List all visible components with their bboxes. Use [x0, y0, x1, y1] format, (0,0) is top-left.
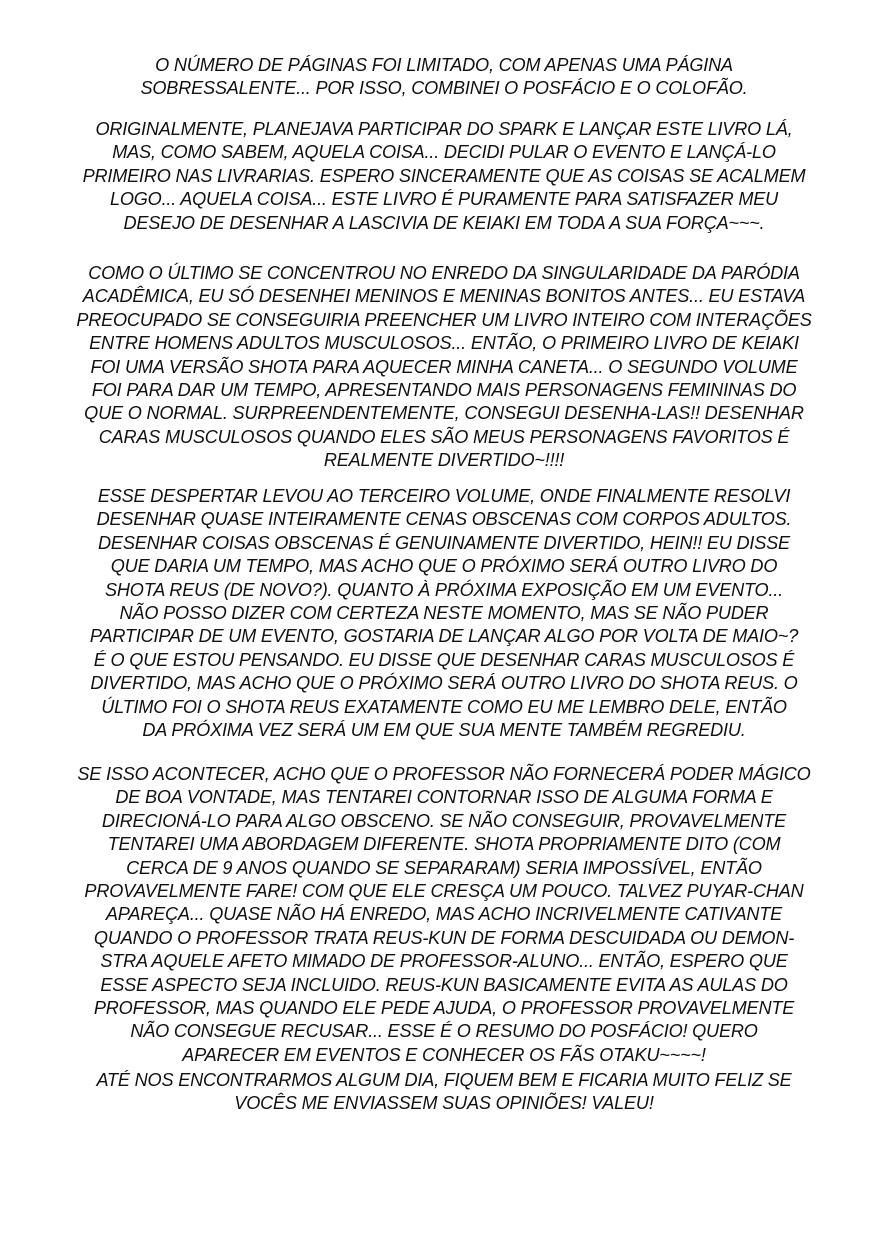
text-line: ESSE ASPECTO SEJA INCLUIDO. REUS-KUN BASICAMENTE EVITA AS AULAS DO — [100, 973, 788, 995]
text-line: DESEJO DE DESENHAR A LASCIVIA DE KEIAKI EM TODA A SUA FORÇA~~~. — [123, 211, 765, 233]
text-line: ESSE DESPERTAR LEVOU AO TERCEIRO VOLUME, ONDE FINALMENTE RESOLVI — [97, 485, 791, 506]
text-line: PREOCUPADO SE CONSEGUIRIA PREENCHER UM LIVRO INTEIRO COM INTERAÇÕES — [76, 308, 812, 330]
text-line: STRA AQUELE AFETO MIMADO DE PROFESSOR-ALUNO... ENTÃO, ESPERO QUE — [100, 950, 788, 972]
text-line: ÚLTIMO FOI O SHOTA REUS EXATAMENTE COMO EU ME LEMBRO DELE, ENTÃO — [101, 695, 787, 717]
text-line: PROVAVELMENTE FARE! COM QUE ELE CRESÇA UM POUCO. TALVEZ PUYAR-CHAN — [84, 880, 804, 902]
text-line: PROFESSOR, MAS QUANDO ELE PEDE AJUDA, O PROFESSOR PROVAVELMENTE — [93, 997, 795, 1019]
text-line: SOBRESSALENTE... POR ISSO, COMBINEI O POSFÁCIO E O COLOFÃO. — [140, 77, 748, 99]
text-line: SHOTA REUS (DE NOVO?). QUANTO À PRÓXIMA EXPOSIÇÃO EM UM EVENTO... — [104, 578, 783, 600]
text-line: QUE O NORMAL. SURPREENDENTEMENTE, CONSEGUI DESENHA-LAS!! DESENHAR — [84, 402, 804, 424]
text-line: ORIGINALMENTE, PLANEJAVA PARTICIPAR DO SPARK E LANÇAR ESTE LIVRO LÁ, — [95, 118, 793, 139]
text-line: REALMENTE DIVERTIDO~!!!! — [323, 449, 565, 471]
text-line: DESENHAR QUASE INTEIRAMENTE CENAS OBSCENAS COM CORPOS ADULTOS. — [96, 508, 792, 530]
text-line: CERCA DE 9 ANOS QUANDO SE SEPARARAM) SERIA IMPOSSÍVEL, ENTÃO — [126, 856, 762, 878]
text-line: PRIMEIRO NAS LIVRARIAS. ESPERO SINCERAMENTE QUE AS COISAS SE ACALMEM — [82, 164, 806, 186]
text-line: SE ISSO ACONTECER, ACHO QUE O PROFESSOR NÃO FORNECERÁ PODER MÁGICO — [77, 763, 811, 784]
text-line: DESENHAR COISAS OBSCENAS É GENUINAMENTE DIVERTIDO, HEIN!! EU DISSE — [98, 531, 790, 553]
text-line: ATÉ NOS ENCONTRARMOS ALGUM DIA, FIQUEM BEM E FICARIA MUITO FELIZ SE — [96, 1069, 792, 1090]
text-line: ACADÊMICA, EU SÓ DESENHEI MENINOS E MENINAS BONITOS ANTES... EU ESTAVA — [82, 285, 806, 307]
text-line: DA PRÓXIMA VEZ SERÁ UM EM QUE SUA MENTE TAMBÉM REGREDIU. — [142, 719, 746, 741]
text-line: ENTRE HOMENS ADULTOS MUSCULOSOS... ENTÃO, O PRIMEIRO LIVRO DE KEIAKI — [89, 332, 799, 354]
paragraph-farewell — [9, 1068, 879, 1115]
text-line: O NÚMERO DE PÁGINAS FOI LIMITADO, COM APENAS UMA PÁGINA — [155, 54, 733, 75]
text-line: QUE DARIA UM TEMPO, MAS ACHO QUE O PRÓXIMO SERÁ OUTRO LIVRO DO — [110, 555, 778, 577]
paragraph-previous-volumes — [9, 261, 879, 472]
text-line: VOCÊS ME ENVIASSEM SUAS OPINIÕES! VALEU! — [234, 1092, 654, 1114]
text-line: CARAS MUSCULOSOS QUANDO ELES SÃO MEUS PERSONAGENS FAVORITOS É — [98, 425, 790, 447]
paragraph-page-limit — [9, 53, 879, 100]
text-line: DE BOA VONTADE, MAS TENTAREI CONTORNAR ISSO DE ALGUMA FORMA E — [115, 786, 773, 808]
text-line: FOI PARA DAR UM TEMPO, APRESENTANDO MAIS PERSONAGENS FEMININAS DO — [91, 379, 797, 401]
paragraph-third-volume — [9, 484, 879, 741]
text-line: DIVERTIDO, MAS ACHO QUE O PRÓXIMO SERÁ OUTRO LIVRO DO SHOTA REUS. O — [90, 672, 798, 694]
text-line: NÃO CONSEGUE RECUSAR... ESSE É O RESUMO DO POSFÁCIO! QUERO — [130, 1020, 758, 1042]
text-line: FOI UMA VERSÃO SHOTA PARA AQUECER MINHA CANETA... O SEGUNDO VOLUME — [90, 355, 798, 377]
paragraph-next-book — [9, 762, 879, 1066]
text-line: APARECER EM EVENTOS E CONHECER OS FÃS OTAKU~~~~! — [182, 1043, 706, 1065]
paragraph-release-plans — [9, 117, 879, 234]
text-line: APAREÇA... QUASE NÃO HÁ ENREDO, MAS ACHO INCRIVELMENTE CATIVANTE — [105, 903, 783, 925]
text-line: TENTAREI UMA ABORDAGEM DIFERENTE. SHOTA PROPRIAMENTE DITO (COM — [107, 833, 781, 855]
text-line: LOGO... AQUELA COISA... ESTE LIVRO É PURAMENTE PARA SATISFAZER MEU — [109, 188, 779, 210]
text-line: MAS, COMO SABEM, AQUELA COISA... DECIDI PULAR O EVENTO E LANÇÁ-LO — [112, 141, 776, 163]
text-line: PARTICIPAR DE UM EVENTO, GOSTARIA DE LANÇAR ALGO POR VOLTA DE MAIO~? — [89, 625, 799, 647]
text-line: COMO O ÚLTIMO SE CONCENTROU NO ENREDO DA SINGULARIDADE DA PARÓDIA — [88, 262, 800, 283]
text-line: QUANDO O PROFESSOR TRATA REUS-KUN DE FORMA DESCUIDADA OU DEMON- — [93, 926, 795, 948]
text-line: É O QUE ESTOU PENSANDO. EU DISSE QUE DESENHAR CARAS MUSCULOSOS É — [93, 648, 795, 670]
text-line: NÃO POSSO DIZER COM CERTEZA NESTE MOMENTO, MAS SE NÃO PUDER — [119, 602, 769, 624]
text-line: DIRECIONÁ-LO PARA ALGO OBSCENO. SE NÃO CONSEGUIR, PROVAVELMENTE — [101, 809, 787, 831]
